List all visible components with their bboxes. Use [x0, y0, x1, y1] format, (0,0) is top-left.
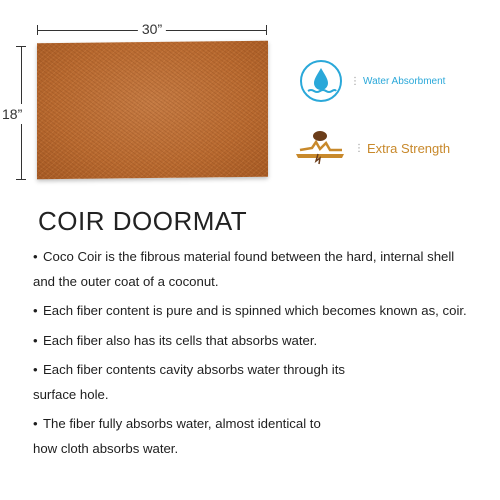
feature-label-strength: Extra Strength — [367, 140, 451, 156]
doormat-image — [37, 41, 268, 179]
feature-water-absorbment — [298, 58, 445, 104]
feature-label-water: Water Absorbment — [363, 75, 446, 87]
bullet-text-line1: The fiber fully absorbs water, almost identical to — [43, 416, 321, 431]
bullet-text-line1: Each fiber also has its cells that absorbs water. — [43, 332, 318, 348]
bullet-text-line1: Each fiber content is pure and is spinned which becomes known as, coir. — [43, 303, 467, 318]
bullet-text-line1: Coco Coir is the fibrous material found between the hard, internal shell — [43, 249, 455, 264]
list-item: • Each fiber also has its cells that absorbs water. — [33, 332, 318, 348]
list-item: • Each fiber contents cavity absorbs water through its surface hole. — [33, 362, 345, 402]
width-dimension — [37, 22, 267, 38]
feature-separator: ⋮ — [354, 142, 363, 154]
list-item: • Each fiber content is pure and is spinned which becomes known as, coir. — [33, 303, 467, 318]
list-item: • Coco Coir is the fibrous material found between the hard, internal shell and the outer coat of a coconut. — [33, 249, 455, 289]
water-drop-icon — [298, 58, 344, 104]
feature-separator: ⋮ — [350, 75, 359, 87]
feature-bullet-list — [33, 245, 483, 466]
list-item: • The fiber fully absorbs water, almost identical to how cloth absorbs water. — [33, 416, 321, 456]
bullet-text-line1: Each fiber contents cavity absorbs water through its — [43, 362, 345, 377]
width-label: 30” — [138, 21, 166, 37]
bullet-text-line2: surface hole. — [33, 386, 109, 402]
feature-extra-strength — [292, 128, 450, 168]
cracked-surface-icon — [292, 128, 348, 168]
bullet-text-line2: how cloth absorbs water. — [33, 440, 179, 456]
bullet-text-line2: and the outer coat of a coconut. — [33, 273, 219, 289]
height-dimension — [2, 46, 28, 180]
height-label: 18” — [2, 106, 23, 122]
product-title: COIR DOORMAT — [38, 206, 248, 236]
